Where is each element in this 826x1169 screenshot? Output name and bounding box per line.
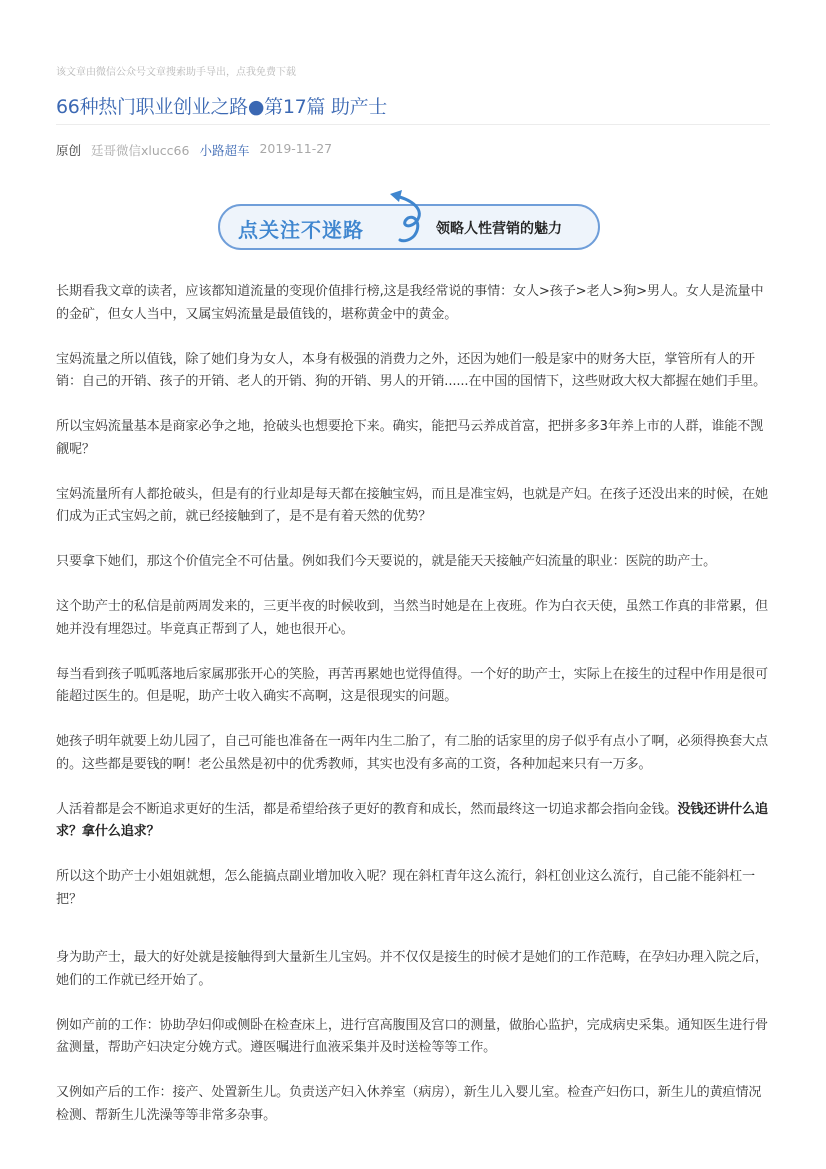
publish-date: 2019-11-27	[259, 141, 333, 156]
banner-slogan-text: 领略人性营销的魅力	[436, 221, 562, 237]
paragraph: 身为助产士，最大的好处就是接触得到大量新生儿宝妈。并不仅仅是接生的时候才是她们的工作范畴，在孕妇办理入院之后，她们的工作就已经开始了。	[56, 950, 768, 988]
account-link[interactable]: 小路超车	[199, 143, 250, 158]
paragraph: 所以宝妈流量基本是商家必争之地，抢破头也想要抢下来。确实，能把马云养成首富，把拼多多3年养上市的人群，谁能不觊觎呢？	[56, 419, 764, 457]
article-body	[56, 281, 770, 1150]
paragraph: 她孩子明年就要上幼儿园了，自己可能也准备在一两年内生二胎了，有二胎的话家里的房子似乎有点小了啊，必须得换套大点的。这些都是要钱的啊！老公虽然是初中的优秀教师，其实也没有多高的工资，各种加起来只有一万多。	[56, 734, 768, 772]
export-note-link[interactable]: 该文章由微信公众号文章搜索助手导出，点我免费下载	[56, 67, 296, 78]
paragraph: 长期看我文章的读者，应该都知道流量的变现价值排行榜,这是我经常说的事情：女人>孩子>老人>狗>男人。女人是流量中的金矿，但女人当中，又属宝妈流量是最值钱的，堪称黄金中的黄金。	[56, 284, 764, 322]
paragraph: 这个助产士的私信是前两周发来的，三更半夜的时候收到，当然当时她是在上夜班。作为白衣天使，虽然工作真的非常累，但她并没有埋怨过。毕竟真正帮到了人，她也很开心。	[56, 599, 768, 637]
paragraph: 每当看到孩子呱呱落地后家属那张开心的笑脸，再苦再累她也觉得值得。一个好的助产士，实际上在接生的过程中作用是很可能超过医生的。但是呢，助产士收入确实不高啊，这是很现实的问题。	[56, 666, 768, 704]
paragraph: 又例如产后的工作：接产、处置新生儿。负责送产妇入休养室（病房），新生儿入婴儿室。检查产妇伤口，新生儿的黄疸情况检测、帮新生儿洗澡等等非常多杂事。	[56, 1085, 762, 1123]
paragraph: 宝妈流量之所以值钱，除了她们身为女人，本身有极强的消费力之外，还因为她们一般是家中的财务大臣，掌管所有人的开销：自己的开销、孩子的开销、老人的开销、狗的开销、男人的开销......在中国的国情下，这些财政大权大都握在她们手里。	[56, 351, 767, 389]
paragraph: 只要拿下她们，那这个价值完全不可估量。例如我们今天要说的，就是能天天接触产妇流量的职业：医院的助产士。	[56, 554, 717, 569]
author-name: 廷哥微信xlucc66	[91, 143, 190, 158]
paragraph-text: 人活着都是会不断追求更好的生活，都是希望给孩子更好的教育和成长，然而最终这一切追求都会指向金钱。	[56, 801, 678, 817]
paragraph: 例如产前的工作：协助孕妇仰或侧卧在检查床上，进行宫高腹围及宫口的测量，做胎心监护，完成病史采集。通知医生进行骨盆测量，帮助产妇决定分娩方式。遵医嘱进行血液采集并及时送检等等工作。	[56, 1017, 768, 1055]
paragraph-emphasis: 没钱还讲什么追求？拿什么追求？	[56, 801, 768, 839]
paragraph: 所以这个助产士小姐姐就想，怎么能搞点副业增加收入呢？现在斜杠青年这么流行，斜杠创业这么流行，自己能不能斜杠一把？	[56, 869, 755, 907]
article-meta	[56, 141, 332, 159]
title-divider	[56, 124, 770, 125]
original-label: 原创	[56, 143, 82, 158]
paragraph	[56, 799, 770, 844]
follow-banner	[218, 188, 604, 254]
article-title: 66种热门职业创业之路●第17篇 助产士	[56, 96, 387, 118]
arrow-swirl-icon	[386, 188, 436, 254]
paragraph: 宝妈流量所有人都抢破头，但是有的行业却是每天都在接触宝妈，而且是准宝妈，也就是产妇。在孩子还没出来的时候，在她们成为正式宝妈之前，就已经接触到了，是不是有着天然的优势？	[56, 486, 768, 524]
banner-follow-text: 点关注不迷路	[238, 218, 364, 242]
